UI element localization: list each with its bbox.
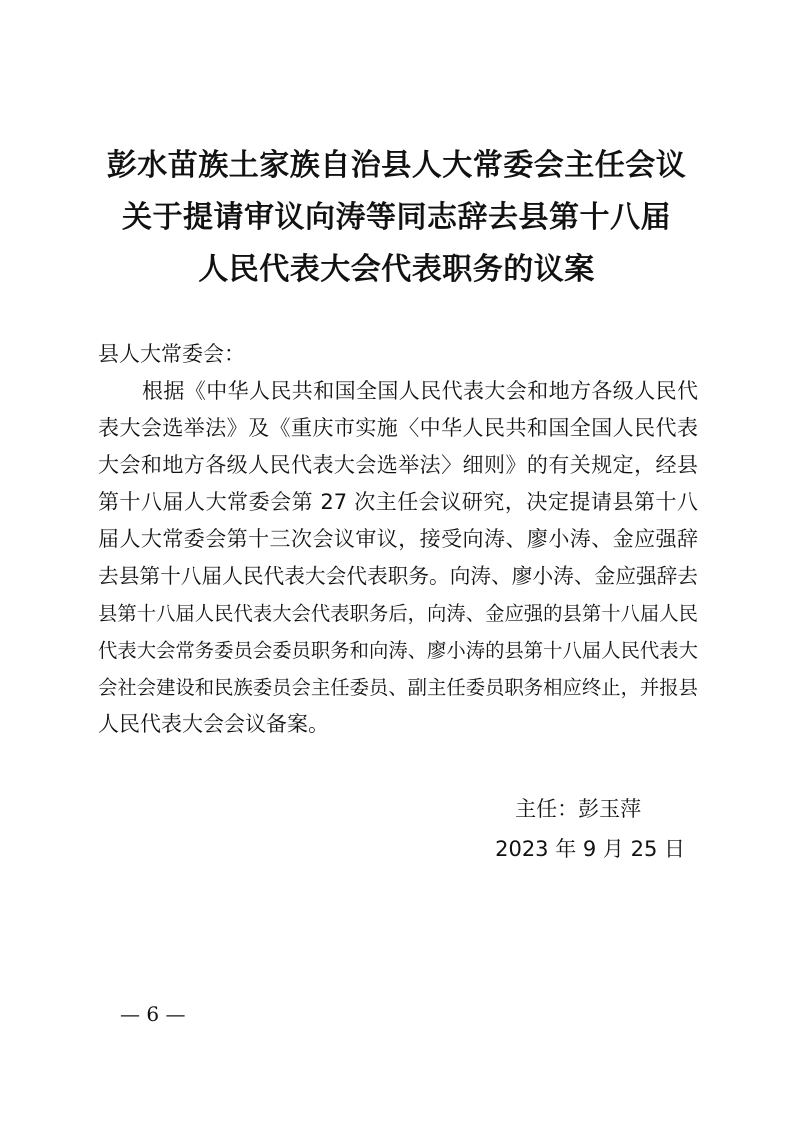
signatory-name: 主任：彭玉萍 [515,797,642,821]
signature-block [495,790,685,868]
body-line-8: 代表大会常务委员会委员职务和向涛、廖小涛的县第十八届人民代表大 [98,639,698,662]
title-line-3: 人民代表大会代表职务的议案 [198,252,595,287]
body-line-5: 届人大常委会第十三次会议审议，接受向涛、廖小涛、金应强辞 [98,527,698,551]
body-line-10: 人民代表大会会议备案。 [98,712,329,736]
body-line-6: 去县第十八届人民代表大会代表职务。向涛、廖小涛、金应强辞去 [98,564,698,588]
signature-date: 2023 年 9 月 25 日 [495,837,685,861]
body-line-1: 根据《中华人民共和国全国人民代表大会和地方各级人民代 [142,379,698,403]
body-line-7: 县第十八届人民代表大会代表职务后，向涛、金应强的县第十八届人民 [98,602,698,625]
body-line-4: 第十八届人大常委会第 27 次主任会议研究，决定提请县第十八 [98,490,698,514]
body-line-9: 会社会建设和民族委员会主任委员、副主任委员职务相应终止，并报县 [98,676,698,699]
document-body [98,336,698,743]
document-title [0,140,793,296]
title-line-1: 彭水苗族土家族自治县人大常委会主任会议 [106,148,687,183]
body-line-2: 表大会选举法》及《重庆市实施〈中华人民共和国全国人民代表 [98,416,698,440]
page-number: — 6 — [120,1002,186,1026]
title-line-2: 关于提请审议向涛等同志辞去县第十八届 [122,200,671,235]
salutation: 县人大常委会： [98,342,245,366]
body-paragraph [98,373,698,743]
body-line-3: 大会和地方各级人民代表大会选举法〉细则》的有关规定，经县 [98,453,698,477]
